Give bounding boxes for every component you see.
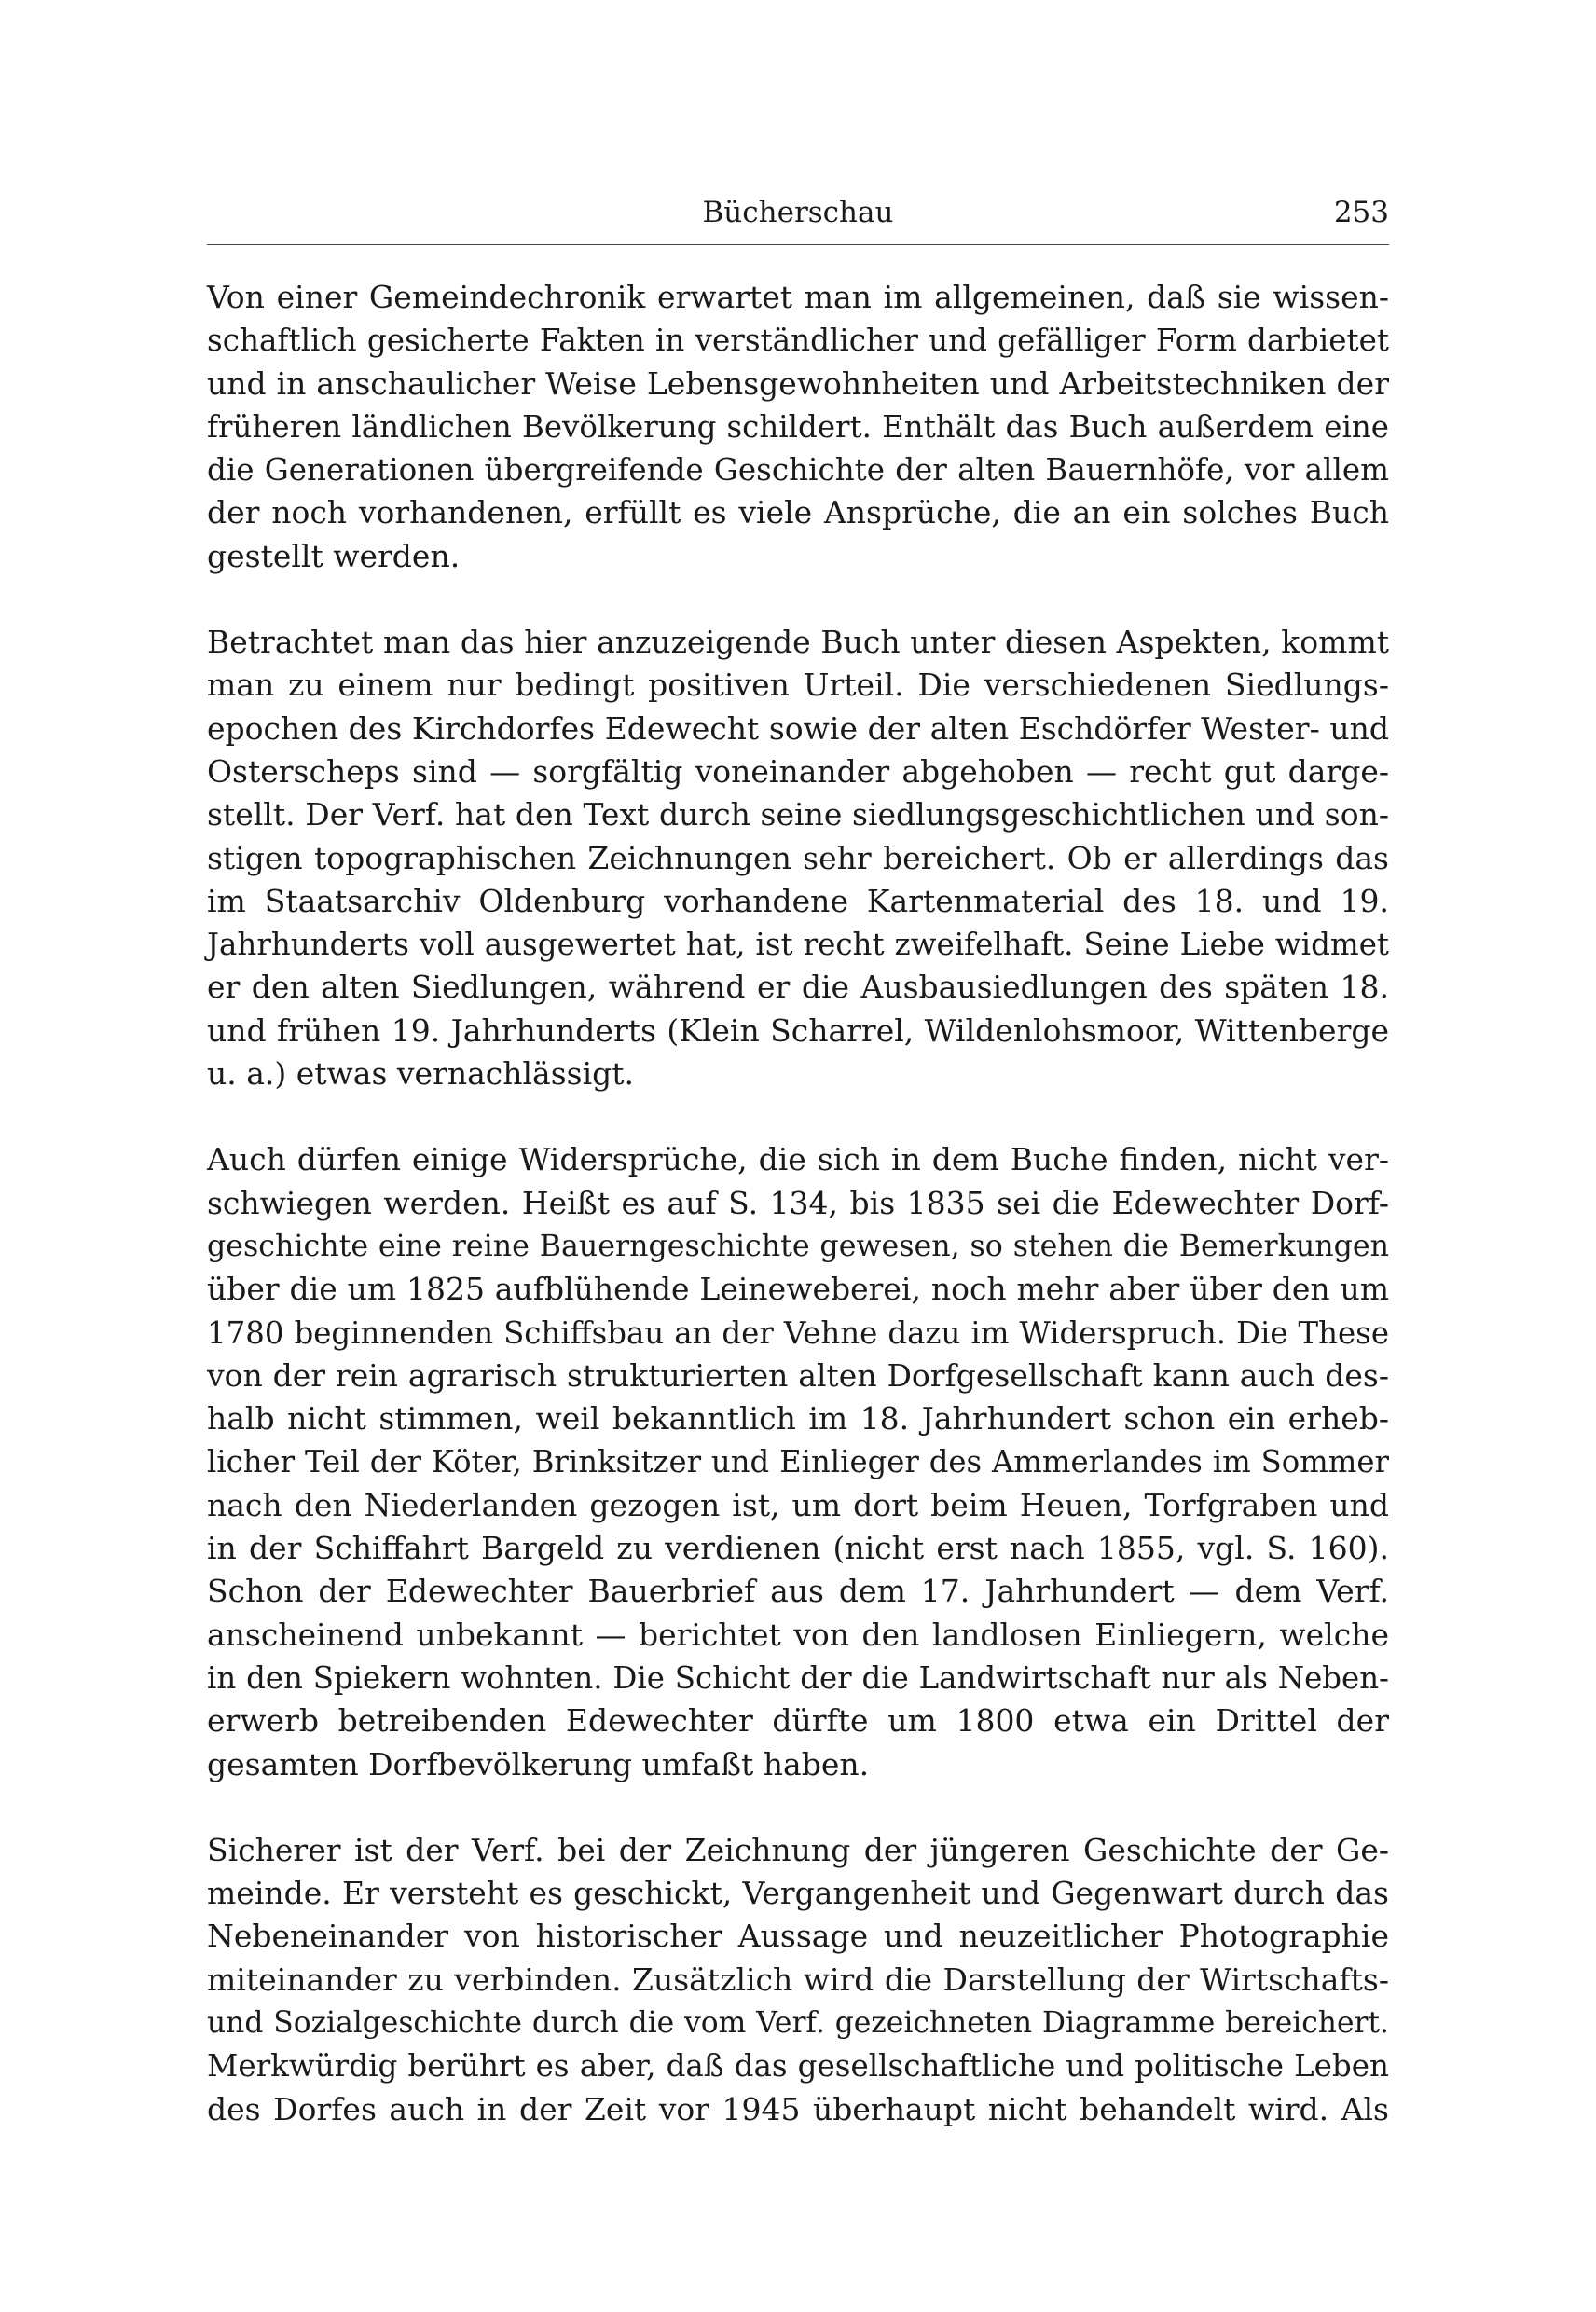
- text-line: der noch vorhandenen, erfüllt es viele Ansprüche, die an ein solches Buch: [207, 494, 1389, 531]
- text-line: schwiegen werden. Heißt es auf S. 134, bis 1835 sei die Edewechter Dorf-: [207, 1184, 1389, 1221]
- text-line: im Staatsarchiv Oldenburg vorhandene Kartenmaterial des 18. und 19.: [207, 882, 1389, 919]
- text-line: in den Spiekern wohnten. Die Schicht der die Landwirtschaft nur als Neben-: [207, 1659, 1389, 1696]
- text-line: Auch dürfen einige Widersprüche, die sich in dem Buche finden, nicht ver-: [207, 1141, 1389, 1178]
- text-line: stellt. Der Verf. hat den Text durch seine siedlungsgeschichtlichen und son-: [207, 796, 1389, 833]
- text-line: Betrachtet man das hier anzuzeigende Buch unter diesen Aspekten, kommt: [207, 624, 1389, 661]
- text-line: von der rein agrarisch strukturierten alten Dorfgesellschaft kann auch des-: [207, 1356, 1389, 1394]
- text-line: 1780 beginnenden Schiffsbau an der Vehne dazu im Widerspruch. Die These: [207, 1314, 1389, 1351]
- text-line: licher Teil der Köter, Brinksitzer und Einlieger des Ammerlandes im Sommer: [207, 1444, 1389, 1480]
- text-line: über die um 1825 aufblühende Leineweberei, noch mehr aber über den um: [207, 1271, 1389, 1308]
- text-line: stigen topographischen Zeichnungen sehr bereichert. Ob er allerdings das: [207, 839, 1389, 876]
- text-line: die Generationen übergreifende Geschichte der alten Bauernhöfe, vor allem: [207, 452, 1389, 489]
- text-line: Von einer Gemeindechronik erwartet man im allgemeinen, daß sie wissen-: [207, 279, 1389, 315]
- text-line: Schon der Edewechter Bauerbrief aus dem 17. Jahrhundert — dem Verf.: [207, 1573, 1389, 1610]
- page-number: 253: [1333, 196, 1389, 229]
- text-line: halb nicht stimmen, weil bekanntlich im 18. Jahrhundert schon ein erheb-: [207, 1400, 1389, 1438]
- text-line: er den alten Siedlungen, während er die Ausbausiedlungen des späten 18.: [207, 969, 1389, 1006]
- text-line: und Sozialgeschichte durch die vom Verf. gezeichneten Diagramme bereichert.: [207, 2005, 1389, 2040]
- text-line: früheren ländlichen Bevölkerung schildert. Enthält das Buch außerdem eine: [207, 408, 1389, 445]
- text-line: geschichte eine reine Bauerngeschichte gewesen, so stehen die Bemerkungen: [207, 1229, 1389, 1263]
- text-line: gestellt werden.: [207, 537, 461, 574]
- text-line: anscheinend unbekannt — berichtet von den landlosen Einliegern, welche: [207, 1616, 1389, 1653]
- text-line: des Dorfes auch in der Zeit vor 1945 überhaupt nicht behandelt wird. Als: [207, 2090, 1389, 2127]
- text-line: man zu einem nur bedingt positiven Urteil. Die verschiedenen Siedlungs-: [207, 667, 1389, 704]
- text-line: gesamten Dorfbevölkerung umfaßt haben.: [207, 1745, 870, 1782]
- paragraph-4: [207, 1829, 1389, 2131]
- text-line: miteinander zu verbinden. Zusätzlich wird die Darstellung der Wirtschafts-: [207, 1961, 1389, 1998]
- text-line: Merkwürdig berührt es aber, daß das gesellschaftliche und politische Leben: [207, 2048, 1389, 2085]
- running-title: Bücherschau: [702, 196, 894, 229]
- book-page: [207, 0, 1389, 2312]
- text-line: in der Schiffahrt Bargeld zu verdienen (nicht erst nach 1855, vgl. S. 160).: [207, 1530, 1389, 1567]
- paragraph-1: [207, 276, 1389, 578]
- text-line: und in anschaulicher Weise Lebensgewohnheiten und Arbeitstechniken der: [207, 365, 1389, 402]
- text-line: schaftlich gesicherte Fakten in verständlicher und gefälliger Form darbietet: [207, 323, 1389, 359]
- text-line: erwerb betreibenden Edewechter dürfte um 1800 etwa ein Drittel der: [207, 1702, 1389, 1740]
- text-line: Sicherer ist der Verf. bei der Zeichnung der jüngeren Geschichte der Ge-: [207, 1831, 1389, 1868]
- header-rule: [207, 244, 1389, 245]
- paragraph-3: [207, 1138, 1389, 1785]
- text-line: u. a.) etwas vernachlässigt.: [207, 1055, 635, 1093]
- running-head: [207, 192, 1389, 239]
- text-line: Nebeneinander von historischer Aussage und neuzeitlicher Photographie: [207, 1918, 1389, 1955]
- text-line: epochen des Kirchdorfes Edewecht sowie der alten Eschdörfer Wester- und: [207, 709, 1389, 747]
- text-line: und frühen 19. Jahrhunderts (Klein Scharrel, Wildenlohsmoor, Wittenberge: [207, 1012, 1389, 1049]
- text-line: nach den Niederlanden gezogen ist, um dort beim Heuen, Torfgraben und: [207, 1486, 1389, 1523]
- text-line: Osterscheps sind — sorgfältig voneinander abgehoben — recht gut darge-: [207, 752, 1389, 790]
- text-line: Jahrhunderts voll ausgewertet hat, ist recht zweifelhaft. Seine Liebe widmet: [207, 927, 1389, 963]
- paragraph-2: [207, 621, 1389, 1095]
- text-line: meinde. Er versteht es geschickt, Vergangenheit und Gegenwart durch das: [207, 1875, 1389, 1912]
- body-text: [207, 276, 1389, 2174]
